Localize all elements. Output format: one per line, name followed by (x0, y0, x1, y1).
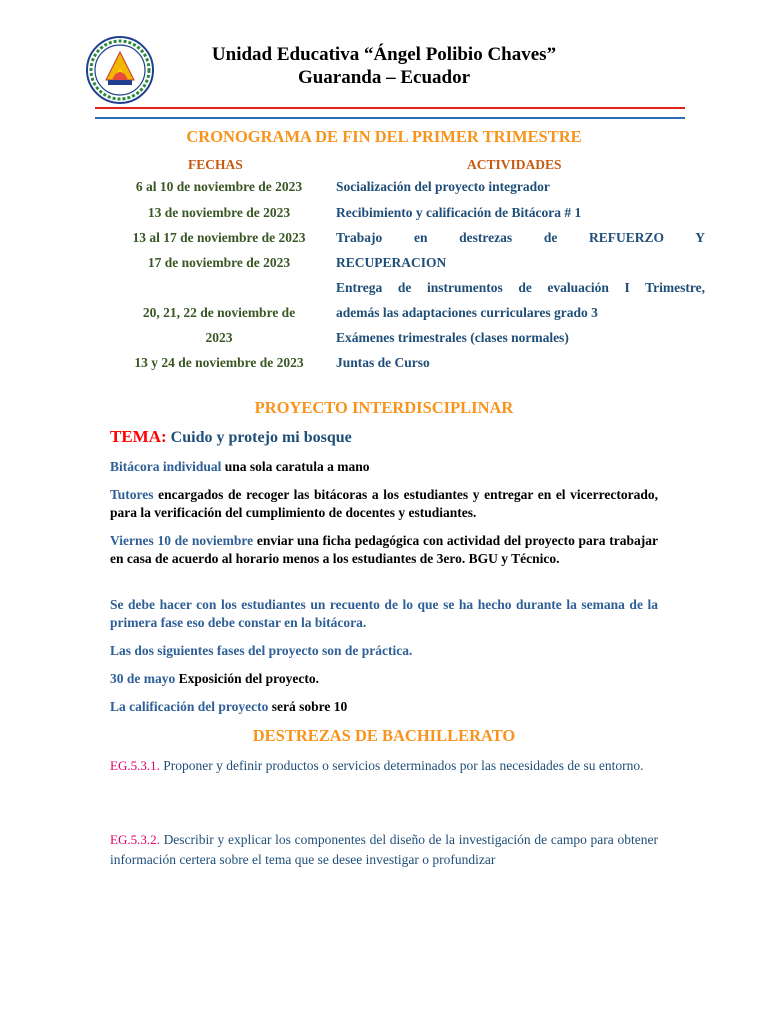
school-logo (86, 36, 154, 104)
schedule-date: 2023 (205, 330, 233, 345)
schedule-activity: además las adaptaciones curriculares grado 3 (336, 305, 598, 320)
schedule-activity: RECUPERACION (336, 255, 447, 270)
schedule-date: 13 y 24 de noviembre de 2023 (134, 355, 304, 370)
dates-column-header: FECHAS (188, 157, 243, 172)
schedule-activity: Entrega de instrumentos de evaluación I Trimestre, (336, 280, 705, 295)
skill-code: EG.5.3.1. (110, 758, 160, 773)
paragraph-highlight: Tutores (110, 487, 154, 502)
schedule-date: 13 al 17 de noviembre de 2023 (132, 230, 306, 245)
skills-title: DESTREZAS DE BACHILLERATO (252, 726, 516, 745)
project-paragraph (110, 458, 658, 476)
paragraph-text: será sobre 10 (268, 699, 348, 714)
paragraph-highlight: Bitácora individual (110, 459, 222, 474)
header-rule-blue (95, 117, 685, 119)
project-paragraph (110, 486, 658, 522)
project-paragraph (110, 698, 658, 716)
schedule-activity: Socialización del proyecto integrador (336, 179, 550, 194)
skill-code: EG.5.3.2. (110, 832, 160, 847)
paragraph-text: enviar una ficha pedagógica con actividad del proyecto para trabajar en casa de acuerdo al horario menos a los estudiantes de 3ero. BGU y Técnico. (110, 533, 658, 566)
project-paragraph (110, 532, 658, 568)
skill-text: Proponer y definir productos o servicios determinados por las necesidades de su entorno. (159, 758, 644, 773)
schedule-date: 20, 21, 22 de noviembre de (142, 305, 296, 320)
paragraph-text: una sola caratula a mano (221, 459, 370, 474)
paragraph-highlight: 30 de mayo (110, 671, 176, 686)
school-name: Unidad Educativa “Ángel Polibio Chaves” (211, 44, 557, 65)
project-theme (110, 427, 352, 447)
theme-value: Cuido y protejo mi bosque (170, 429, 352, 446)
skill-item (110, 830, 658, 870)
skill-item (110, 756, 658, 776)
schedule-activity: Exámenes trimestrales (clases normales) (336, 330, 569, 345)
project-title: PROYECTO INTERDISCIPLINAR (254, 398, 514, 417)
paragraph-highlight: Viernes 10 de noviembre (110, 533, 254, 548)
schedule-activity: Recibimiento y calificación de Bitácora # 1 (336, 205, 582, 220)
schedule-activity: Juntas de Curso (336, 355, 430, 370)
paragraph-text: Exposición del proyecto. (175, 671, 320, 686)
schedule-date: 13 de noviembre de 2023 (147, 205, 291, 220)
paragraph-highlight: La calificación del proyecto (110, 699, 269, 714)
project-paragraph: Se debe hacer con los estudiantes un recuento de lo que se ha hecho durante la semana de la primera fase eso debe constar en la bitácora. (110, 597, 658, 630)
theme-label: TEMA: (110, 427, 167, 446)
schedule-activity: Trabajo en destrezas de REFUERZO Y (336, 230, 705, 245)
activities-column-header: ACTIVIDADES (467, 157, 562, 172)
project-paragraph: Las dos siguientes fases del proyecto son de práctica. (110, 643, 413, 658)
schedule-date: 17 de noviembre de 2023 (147, 255, 291, 270)
skill-text: Describir y explicar los componentes del diseño de la investigación de campo para obtener información certera sobre el tema que se desee investigar o profundizar (110, 832, 658, 867)
school-location: Guaranda – Ecuador (297, 67, 471, 88)
schedule-date: 6 al 10 de noviembre de 2023 (135, 179, 303, 194)
schedule-title: CRONOGRAMA DE FIN DEL PRIMER TRIMESTRE (186, 127, 582, 146)
header-rule-red (95, 107, 685, 109)
project-paragraph (110, 670, 658, 688)
paragraph-text: encargados de recoger las bitácoras a los estudiantes y entregar en el vicerrectorado, para la verificación del cumplimiento de docentes y estudiantes. (110, 487, 658, 520)
